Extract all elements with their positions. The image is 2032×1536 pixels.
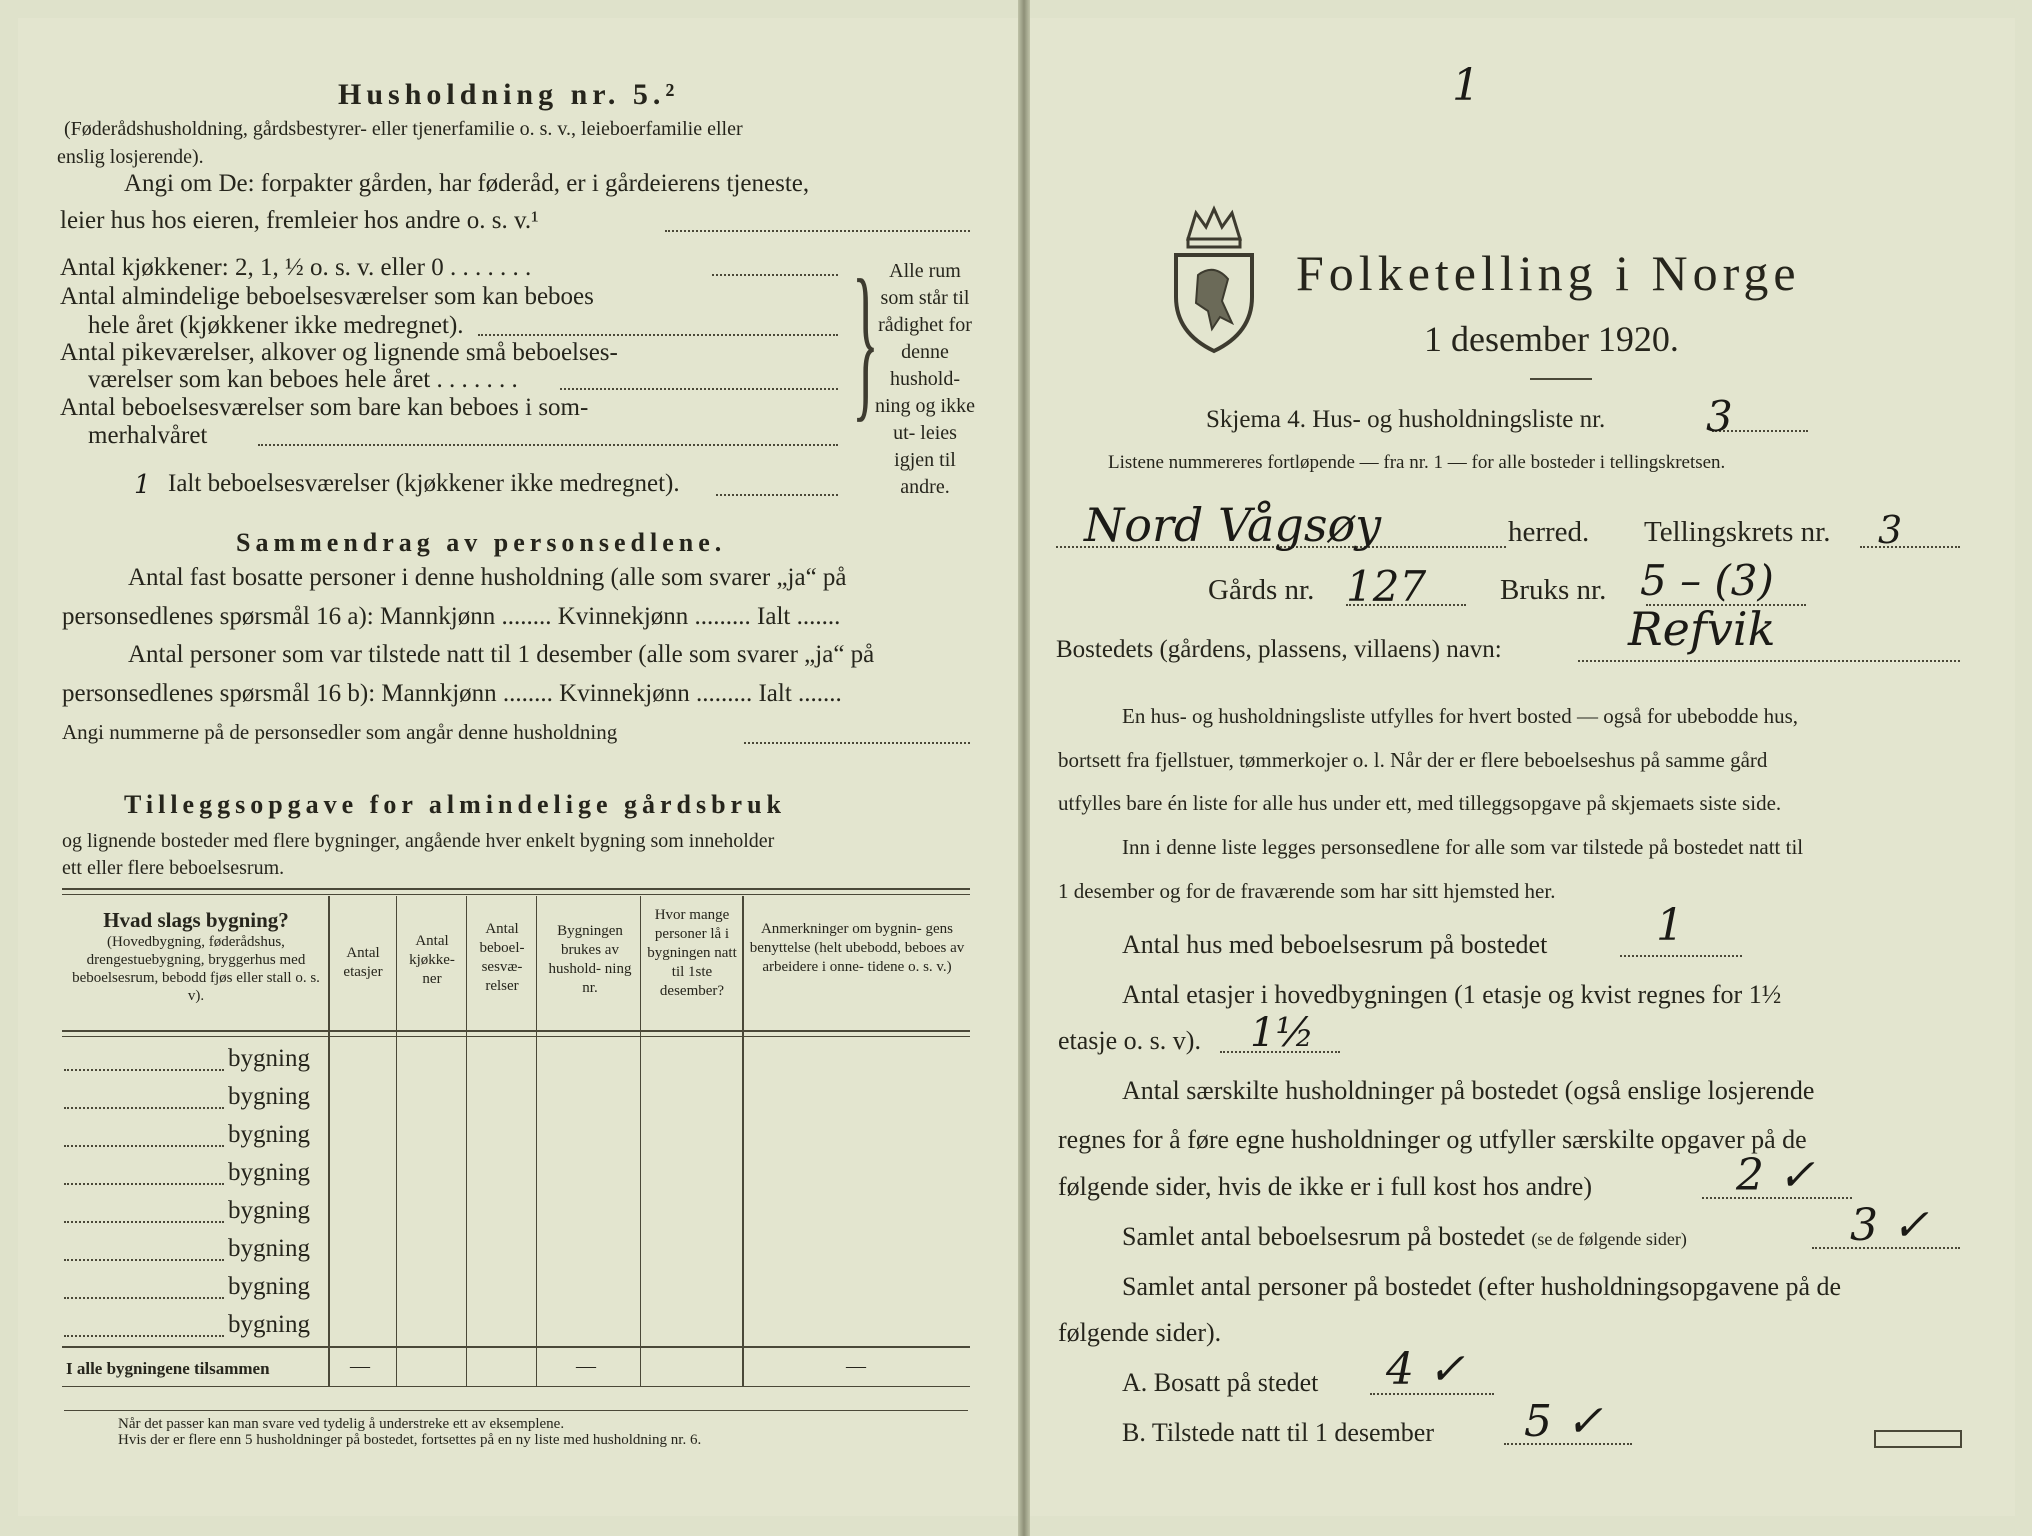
etasjer-handwritten: 1½ xyxy=(1250,1010,1315,1056)
tellingskrets-label: Tellingskrets nr. xyxy=(1644,516,1831,548)
antal-almindelige-1: Antal almindelige beboelsesværelser som kan beboes xyxy=(60,283,594,310)
antal-almindelige-2: hele året (kjøkkener ikke medregnet). xyxy=(88,312,464,339)
title-divider xyxy=(1530,378,1592,380)
bruks-handwritten: 5 – (3) xyxy=(1640,556,1774,605)
sammendrag-heading: Sammendrag av personsedlene. xyxy=(236,528,727,557)
row-fill xyxy=(64,1259,224,1261)
pikevaerelser-fill xyxy=(560,388,838,390)
footnote-2: Hvis der er flere enn 5 husholdninger på bostedet, fortsettes på en ny liste med husholdning nr. 6. xyxy=(118,1432,702,1448)
gards-handwritten: 127 xyxy=(1346,562,1427,611)
footnote-1: Når det passer kan man svare ved tydelig å understreke ett av eksemplene. xyxy=(118,1416,565,1432)
printer-stamp xyxy=(1874,1430,1962,1448)
angi-fill-line xyxy=(665,230,970,232)
etasjer-line-1: Antal etasjer i hovedbygningen (1 etasje og kvist regnes for 1½ xyxy=(1122,980,1782,1009)
left-page xyxy=(18,18,1018,1516)
col-head-bygning-note: (Hovedbygning, føderådshus, drengestuebygning, bryggerhus med beboelsesrum, bebodd fjøs eller stall o. s. v). xyxy=(72,934,320,1004)
main-title: Folketelling i Norge xyxy=(1296,245,1801,301)
bosatt-handwritten: 4 ✓ xyxy=(1386,1344,1465,1395)
angi-line-2: leier hus hos eieren, fremleier hos andre o. s. v.¹ xyxy=(60,207,539,234)
tellingskrets-fill xyxy=(1860,546,1960,548)
etasjer-line-2: etasje o. s. v). xyxy=(1058,1026,1201,1055)
bosatt-label: A. Bosatt på stedet xyxy=(1122,1368,1319,1397)
antal-hus-handwritten: 1 xyxy=(1656,900,1684,951)
samlet-rum-handwritten: 3 ✓ xyxy=(1850,1200,1929,1251)
row-fill xyxy=(64,1107,224,1109)
row-fill xyxy=(64,1069,224,1071)
tilstede-label: B. Tilstede natt til 1 desember xyxy=(1122,1418,1434,1447)
antal-pikevaerelser-2: værelser som kan beboes hele året . . . . . . . xyxy=(88,366,518,393)
herred-handwritten: Nord Vågsøy xyxy=(1084,498,1382,552)
saerskilte-1: Antal særskilte husholdninger på bostedet (også enslige losjerende xyxy=(1122,1076,1815,1105)
almindelige-fill xyxy=(478,334,838,336)
table-col-sep xyxy=(466,896,467,1386)
norway-coat-of-arms-icon xyxy=(1168,205,1260,355)
table-col-sep xyxy=(396,896,397,1386)
saerskilte-3: følgende sider, hvis de ikke er i full kost hos andre) xyxy=(1058,1172,1592,1201)
table-top-rule-1 xyxy=(62,888,970,890)
kjokkener-fill xyxy=(712,274,838,276)
instruction-3: utfylles bare én liste for alle hus under ett, med tilleggsopgave på skjemaets siste side. xyxy=(1058,791,1782,815)
row-fill xyxy=(64,1145,224,1147)
tillegg-desc-2: ett eller flere beboelsesrum. xyxy=(62,857,285,879)
row-fill xyxy=(64,1335,224,1337)
bostedets-handwritten: Refvik xyxy=(1628,602,1776,656)
angi-line-1: Angi om De: forpakter gården, har føderåd, er i gårdeierens tjeneste, xyxy=(124,170,810,197)
table-top-rule-2 xyxy=(62,894,970,895)
samlet-personer-1: Samlet antal personer på bostedet (efter husholdningsopgavene på de xyxy=(1122,1272,1842,1301)
antal-pikevaerelser-1: Antal pikeværelser, alkover og lignende små beboelses- xyxy=(60,339,618,366)
saerskilte-2: regnes for å føre egne husholdninger og utfyller særskilte opgaver på de xyxy=(1058,1125,1807,1154)
household-note-1: (Føderådshusholdning, gårdsbestyrer- eller tjenerfamilie o. s. v., leieboerfamilie eller xyxy=(64,118,743,140)
instruction-4: Inn i denne liste legges personsedlene for alle som var tilstede på bostedet natt til xyxy=(1122,835,1804,859)
sommer-fill xyxy=(258,444,838,446)
bostedets-fill xyxy=(1578,660,1960,662)
table-header-rule-2 xyxy=(62,1036,970,1037)
tilstede-handwritten: 5 ✓ xyxy=(1524,1396,1603,1447)
tilstede-2: personsedlenes spørsmål 16 b): Mannkjønn ........ Kvinnekjønn ......... Ialt ....... xyxy=(62,680,842,707)
household-heading: Husholdning nr. 5.² xyxy=(338,78,680,111)
table-bottom-rule xyxy=(62,1386,970,1387)
table-total-label: I alle bygningene tilsammen xyxy=(66,1359,270,1378)
table-row-bygning: bygning xyxy=(228,1083,310,1110)
fast-bosatte-1: Antal fast bosatte personer i denne husholdning (alle som svarer „ja“ på xyxy=(128,564,847,591)
saerskilte-handwritten: 2 ✓ xyxy=(1736,1150,1815,1201)
instruction-2: bortsett fra fjellstuer, tømmerkojer o. l. Når der er flere beboelseshus på samme gård xyxy=(1058,748,1768,772)
instruction-1: En hus- og husholdningsliste utfylles for hvert bosted — også for ubebodde hus, xyxy=(1122,704,1798,728)
total-dash: — xyxy=(350,1355,370,1377)
antal-hus-label: Antal hus med beboelsesrum på bostedet xyxy=(1122,930,1548,959)
rooms-side-note: Alle rum som står til rådighet for denne hushold- ning og ikke ut- leies igjen til andre. xyxy=(875,260,975,498)
tellingskrets-handwritten: 3 xyxy=(1878,508,1903,552)
angi-nummerne: Angi nummerne på de personsedler som angår denne husholdning xyxy=(62,720,618,744)
col-head-bygning-title: Hvad slags bygning? xyxy=(103,908,289,932)
antal-sommer-2: merhalvåret xyxy=(88,422,208,449)
table-row-bygning: bygning xyxy=(228,1311,310,1338)
tilstede-1: Antal personer som var tilstede natt til 1 desember (alle som svarer „ja“ på xyxy=(128,641,875,668)
fast-bosatte-2: personsedlenes spørsmål 16 a): Mannkjønn ........ Kvinnekjønn ......... Ialt ....... xyxy=(62,603,841,630)
table-row-bygning: bygning xyxy=(228,1235,310,1262)
rooms-brace: } xyxy=(852,246,879,439)
census-date: 1 desember 1920. xyxy=(1424,319,1679,359)
table-row-bygning: bygning xyxy=(228,1159,310,1186)
total-dash: — xyxy=(576,1355,596,1377)
table-row-bygning: bygning xyxy=(228,1197,310,1224)
nummerne-fill xyxy=(744,742,970,744)
samlet-rum-text: Samlet antal beboelsesrum på bostedet xyxy=(1122,1222,1532,1251)
bostedets-label: Bostedets (gårdens, plassens, villaens) navn: xyxy=(1056,636,1502,663)
bruks-label: Bruks nr. xyxy=(1500,574,1607,606)
table-total-rule xyxy=(62,1346,970,1348)
col-head-anmerkninger: Anmerkninger om bygnin- gens benyttelse (helt ubebodd, beboes av arbeidere i onne- tidene o. s. v.) xyxy=(749,921,965,975)
page-fold xyxy=(1018,0,1030,1536)
table-col-sep xyxy=(536,896,537,1386)
col-head-husholdning: Bygningen brukes av hushold- ning nr. xyxy=(548,923,632,996)
total-dash: — xyxy=(846,1355,866,1377)
row-fill xyxy=(64,1297,224,1299)
table-row-bygning: bygning xyxy=(228,1121,310,1148)
antal-hus-fill xyxy=(1620,955,1742,957)
tillegg-desc-1: og lignende bosteder med flere bygninger, angående hver enkelt bygning som inneholder xyxy=(62,830,775,852)
ialt-beboelsesvaerelser: Ialt beboelsesværelser (kjøkkener ikke medregnet). xyxy=(168,470,680,497)
samlet-rum-label xyxy=(1122,1222,1687,1252)
table-col-sep xyxy=(640,896,641,1386)
instruction-5: 1 desember og for de fraværende som har sitt hjemsted her. xyxy=(1058,879,1556,903)
tilleggsopgave-heading: Tilleggsopgave for almindelige gårdsbruk xyxy=(124,790,787,819)
col-head-bygning xyxy=(70,908,322,1005)
gards-label: Gårds nr. xyxy=(1208,574,1315,606)
table-row-bygning: bygning xyxy=(228,1045,310,1072)
footnote-rule xyxy=(64,1410,968,1411)
ialt-rooms-fill xyxy=(716,494,838,496)
table-col-sep xyxy=(742,896,744,1386)
table-row-bygning: bygning xyxy=(228,1273,310,1300)
row-fill xyxy=(64,1183,224,1185)
household-note-2: enslig losjerende). xyxy=(57,146,204,168)
herred-label: herred. xyxy=(1508,516,1590,548)
col-head-etasjer: Antal etasjer xyxy=(343,945,383,980)
samlet-rum-note: (se de følgende sider) xyxy=(1531,1229,1687,1249)
samlet-personer-2: følgende sider). xyxy=(1058,1318,1222,1347)
page-number-handwritten: 1 xyxy=(1452,60,1480,111)
row-fill xyxy=(64,1221,224,1223)
skjema-label: Skjema 4. Hus- og husholdningsliste nr. xyxy=(1206,406,1606,433)
antal-kjokkener: Antal kjøkkener: 2, 1, ½ o. s. v. eller 0 . . . . . . . xyxy=(60,254,532,281)
table-header-rule-1 xyxy=(62,1030,970,1032)
listene-note: Listene nummereres fortløpende — fra nr. 1 — for alle bosteder i tellingskretsen. xyxy=(1108,452,1726,473)
ialt-handwritten: 1 xyxy=(134,470,151,500)
antal-sommer-1: Antal beboelsesværelser som bare kan beboes i som- xyxy=(60,394,589,421)
col-head-kjokkener: Antal kjøkke- ner xyxy=(409,933,455,987)
col-head-beboelsesvaerelser: Antal beboel- sesvæ- relser xyxy=(479,921,525,994)
skjema-number-handwritten: 3 xyxy=(1706,392,1733,441)
col-head-personer: Hvor mange personer lå i bygningen natt til 1ste desember? xyxy=(647,907,737,999)
